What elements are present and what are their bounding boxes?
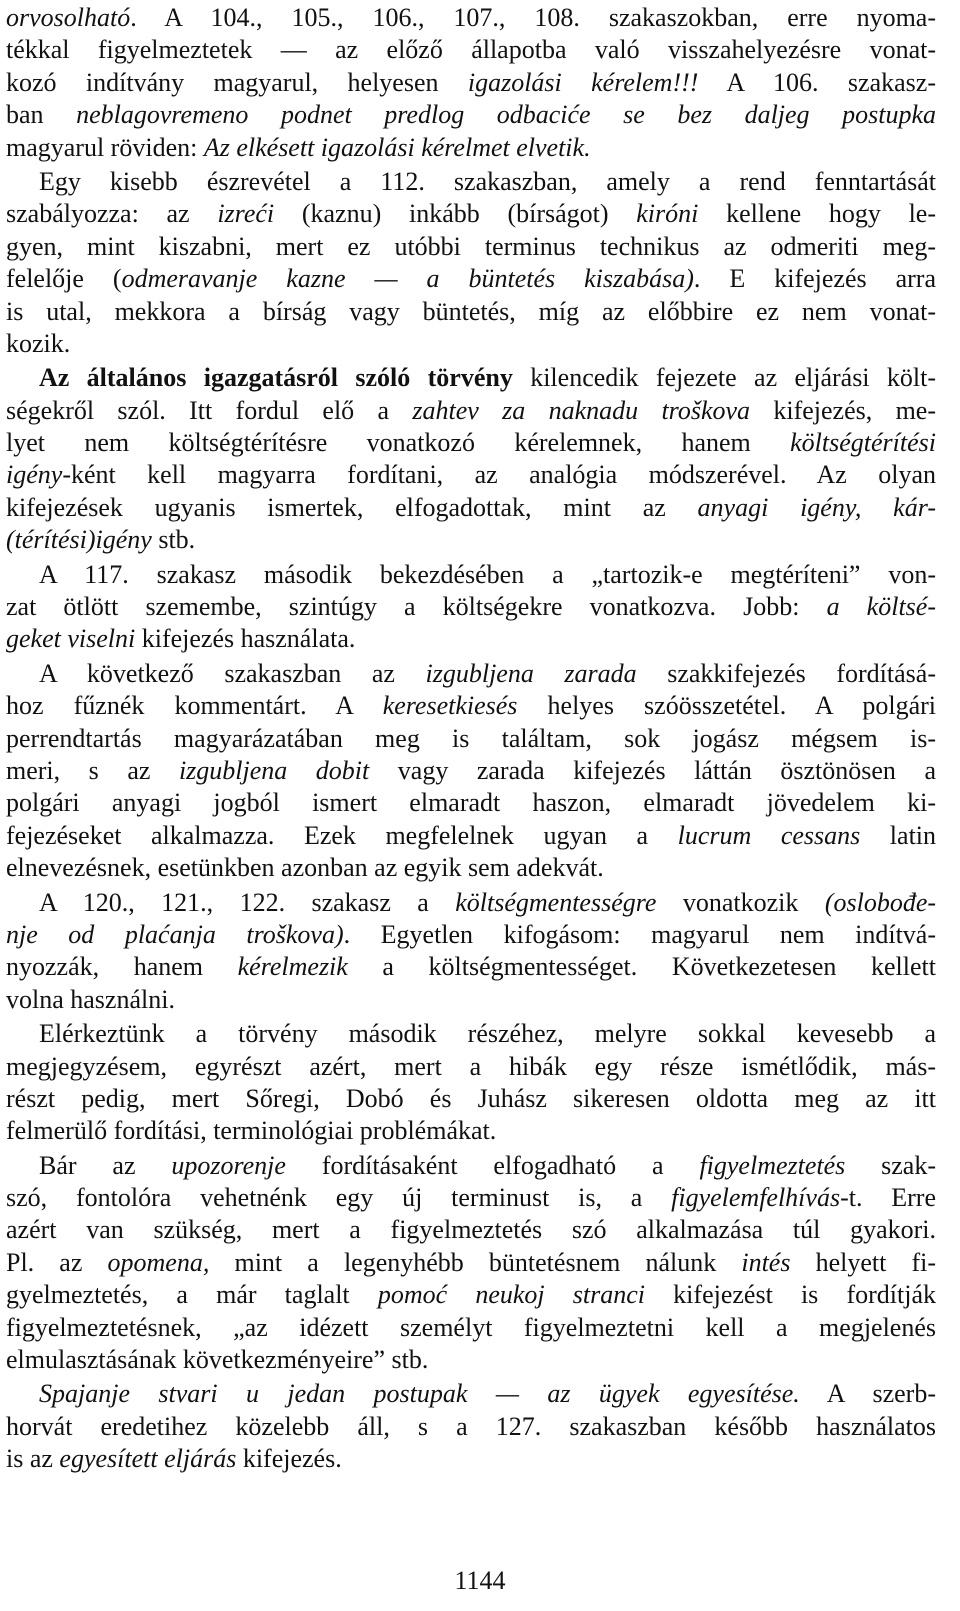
italic-text: upozorenje: [171, 1150, 286, 1180]
text-span: magyarul röviden:: [6, 132, 204, 162]
paragraph: [6, 658, 936, 885]
text-line: [6, 723, 936, 755]
text-line: [6, 820, 936, 852]
italic-text: zahtev za naknadu troškova: [412, 395, 751, 425]
text-line: [6, 1150, 936, 1182]
text-span: gyelmeztetés, a már taglalt: [6, 1280, 378, 1310]
text-line: [6, 263, 936, 295]
text-line: [6, 362, 936, 394]
text-span: is utal, mekkora a bírság vagy büntetés, míg az előbbire ez nem vonat-: [6, 296, 936, 326]
text-line: [6, 1214, 936, 1246]
italic-text: figyelmeztetés: [699, 1150, 846, 1180]
text-line: [6, 690, 936, 722]
text-span: kifejezés használata.: [135, 624, 356, 654]
paragraph: [6, 362, 936, 556]
text-span: fejezéseket alkalmazza. Ezek megfelelnek ugyan a: [6, 820, 678, 850]
text-line: [6, 1051, 936, 1083]
text-span: Pl. az: [6, 1247, 108, 1277]
text-line: [6, 623, 936, 655]
text-span: gyen, mint kiszabni, mert ez utóbbi terminus technikus az odmeriti meg-: [6, 231, 936, 261]
text-span: megjegyzésem, egyrészt azért, mert a hibák egy része ismétlődik, más-: [6, 1051, 936, 1081]
text-span: Elérkeztünk a törvény második részéhez, melyre sokkal kevesebb a: [39, 1019, 936, 1049]
text-span: figyelmeztetésnek, „az idézett személyt figyelmeztetni kell a megjelenés: [6, 1312, 936, 1342]
text-line: [6, 1247, 936, 1279]
text-span: fordításaként elfogadható a: [285, 1150, 700, 1180]
text-span: Egy kisebb észrevétel a 112. szakaszban, amely a rend fenntartását: [39, 166, 936, 196]
text-span: tékkal figyelmeztetek — az előző állapotba való visszahelyezésre vonat-: [6, 35, 936, 65]
text-span: kifejezések ugyanis ismertek, elfogadottak, mint az: [6, 492, 698, 522]
italic-text: lucrum cessans: [677, 820, 861, 850]
text-line: [6, 559, 936, 591]
text-line: [6, 1182, 936, 1214]
text-span: is az: [6, 1444, 60, 1474]
text-line: [6, 984, 936, 1016]
italic-text: izgubljena dobit: [178, 755, 370, 785]
text-line: [6, 524, 936, 556]
text-span: kozik.: [6, 328, 71, 358]
bold-text: Az általános igazgatásról szóló törvény: [39, 363, 513, 393]
italic-text: (oslobođe-: [824, 887, 937, 917]
italic-text: igazolási kérelem!!!: [467, 67, 699, 97]
text-span: szabályozza: az: [6, 199, 218, 229]
page-number: 1144: [454, 1566, 506, 1595]
body-text: [6, 2, 936, 1478]
text-span: A következő szakaszban az: [39, 658, 426, 688]
italic-text: költségtérítési: [790, 428, 936, 458]
italic-text: intés: [741, 1247, 791, 1277]
italic-text: odmeravanje kazne — a büntetés kiszabása): [121, 264, 694, 294]
text-span: kifejezés.: [236, 1444, 342, 1474]
text-span: hoz fűznék kommentárt. A: [6, 691, 383, 721]
italic-text: a költsé-: [826, 592, 936, 622]
text-span: Bár az: [39, 1150, 172, 1180]
italic-text: Az elkésett igazolási kérelmet elvetik.: [203, 132, 591, 162]
italic-text: Spajanje stvari u jedan postupak — az ügyek egyesítése.: [39, 1379, 800, 1409]
italic-text: költségmentességre: [455, 887, 657, 917]
text-span: kifejezés, me-: [750, 395, 936, 425]
text-line: [6, 1378, 936, 1410]
text-line: [6, 755, 936, 787]
text-line: [6, 658, 936, 690]
text-line: [6, 132, 936, 164]
text-line: [6, 787, 936, 819]
italic-text: kiróni: [636, 199, 699, 229]
text-span: lyet nem költségtérítésre vonatkozó kérelemnek, hanem: [6, 428, 791, 458]
text-span: perrendtartás magyarázatában meg is találtam, sok jogász mégsem is-: [6, 723, 936, 753]
text-span: mint a legenyhébb büntetésnem nálunk: [209, 1247, 742, 1277]
text-span: horvát eredetihez közelebb áll, s a 127. szakaszban később használatos: [6, 1411, 936, 1441]
text-line: [6, 99, 936, 131]
paragraph: [6, 1018, 936, 1148]
text-line: [6, 67, 936, 99]
text-span: volna használni.: [6, 984, 175, 1014]
text-line: [6, 1443, 936, 1475]
text-span: elnevezésnek, esetünkben azonban az egyik sem adekvát.: [6, 853, 604, 883]
text-span: -t. Erre: [840, 1183, 936, 1213]
italic-text: neblagovremeno podnet predlog odbaciće se bez daljeg postupka: [76, 100, 936, 130]
text-line: [6, 427, 936, 459]
text-span: helyes szóösszetétel. A polgári: [517, 691, 936, 721]
italic-text: figyelemfelhívás: [671, 1183, 841, 1213]
paragraph: [6, 559, 936, 656]
text-span: felelője (: [6, 264, 122, 294]
text-span: azért van szükség, mert a figyelmeztetés szó alkalmazása túl gyakori.: [6, 1215, 936, 1245]
paragraph: [6, 887, 936, 1017]
text-line: [6, 1312, 936, 1344]
text-line: [6, 1344, 936, 1376]
text-line: [6, 492, 936, 524]
text-line: [6, 919, 936, 951]
text-line: [6, 591, 936, 623]
text-span: a költségmentességet. Következetesen kellett: [347, 952, 936, 982]
text-span: elmulasztásának következményeire” stb.: [6, 1345, 429, 1375]
paragraph: [6, 1378, 936, 1475]
italic-text: kérelmezik: [237, 952, 348, 982]
text-span: kozó indítvány magyarul, helyesen: [6, 67, 468, 97]
italic-text: keresetkiesés: [382, 691, 518, 721]
paragraph: [6, 2, 936, 164]
text-span: vagy zarada kifejezés láttán ösztönösen a: [369, 755, 937, 785]
text-line: [6, 852, 936, 884]
text-span: (kaznu) inkább (bírságot): [274, 199, 637, 229]
italic-text: izgubljena zarada: [425, 658, 637, 688]
text-span: . A 104., 105., 106., 107., 108. szakaszokban, erre nyoma-: [130, 3, 936, 32]
text-span: zat ötlött szemembe, szintúgy a költségekre vonatkozva. Jobb:: [6, 592, 827, 622]
text-line: [6, 1115, 936, 1147]
text-span: meri, s az: [6, 755, 179, 785]
text-line: [6, 395, 936, 427]
text-span: szakkifejezés fordításá-: [636, 658, 936, 688]
text-line: [6, 231, 936, 263]
text-line: [6, 951, 936, 983]
text-span: kilencedik fejezete az eljárási költ-: [512, 363, 936, 393]
text-span: felmerülő fordítási, terminológiai problémákat.: [6, 1116, 497, 1146]
italic-text: igény: [6, 460, 63, 490]
text-span: ségekről szól. Itt fordul elő a: [6, 395, 413, 425]
italic-text: opomena,: [107, 1247, 210, 1277]
text-span: kellene hogy le-: [698, 199, 936, 229]
text-span: A szerb-: [799, 1379, 936, 1409]
paragraph: [6, 1150, 936, 1377]
italic-text: anyagi igény, kár-: [697, 492, 936, 522]
text-span: részt pedig, mert Sőregi, Dobó és Juhász sikeresen oldotta meg az itt: [6, 1083, 936, 1113]
text-line: [6, 296, 936, 328]
text-span: latin: [860, 820, 937, 850]
italic-text: orvosolható: [6, 3, 131, 32]
text-span: stb.: [151, 525, 196, 555]
text-span: szó, fontolóra vehetnénk egy új terminust is, a: [6, 1183, 672, 1213]
paragraph: [6, 166, 936, 360]
text-line: [6, 328, 936, 360]
text-span: . Egyetlen kifogásom: magyarul nem indítvá-: [343, 919, 937, 949]
text-span: A 106. szakasz-: [698, 67, 936, 97]
text-span: A 120., 121., 122. szakasz a: [39, 887, 456, 917]
text-line: [6, 1411, 936, 1443]
text-line: [6, 459, 936, 491]
italic-text: geket viselni: [6, 624, 136, 654]
text-span: szak-: [845, 1150, 937, 1180]
text-span: . E kifejezés arra: [693, 264, 936, 294]
italic-text: (térítési)igény: [6, 525, 152, 555]
italic-text: nje od plaćanja troškova): [6, 919, 344, 949]
text-line: [6, 1279, 936, 1311]
text-line: [6, 166, 936, 198]
text-span: kifejezést is fordítják: [645, 1280, 936, 1310]
text-line: [6, 198, 936, 230]
text-line: [6, 1083, 936, 1115]
text-line: [6, 1018, 936, 1050]
italic-text: egyesített eljárás: [59, 1444, 237, 1474]
text-line: [6, 887, 936, 919]
text-span: vonatkozik: [656, 887, 825, 917]
text-span: helyett fi-: [790, 1247, 937, 1277]
text-line: [6, 34, 936, 66]
text-line: [6, 2, 936, 34]
text-span: -ként kell magyarra fordítani, az analógia módszerével. Az olyan: [62, 460, 936, 490]
text-span: ban: [6, 100, 77, 130]
text-span: nyozzák, hanem: [6, 952, 238, 982]
text-span: polgári anyagi jogból ismert elmaradt haszon, elmaradt jövedelem ki-: [6, 788, 936, 818]
italic-text: pomoć neukoj stranci: [377, 1280, 646, 1310]
italic-text: izreći: [217, 199, 275, 229]
text-span: A 117. szakasz második bekezdésében a „tartozik-e megtéríteni” von-: [39, 559, 936, 589]
